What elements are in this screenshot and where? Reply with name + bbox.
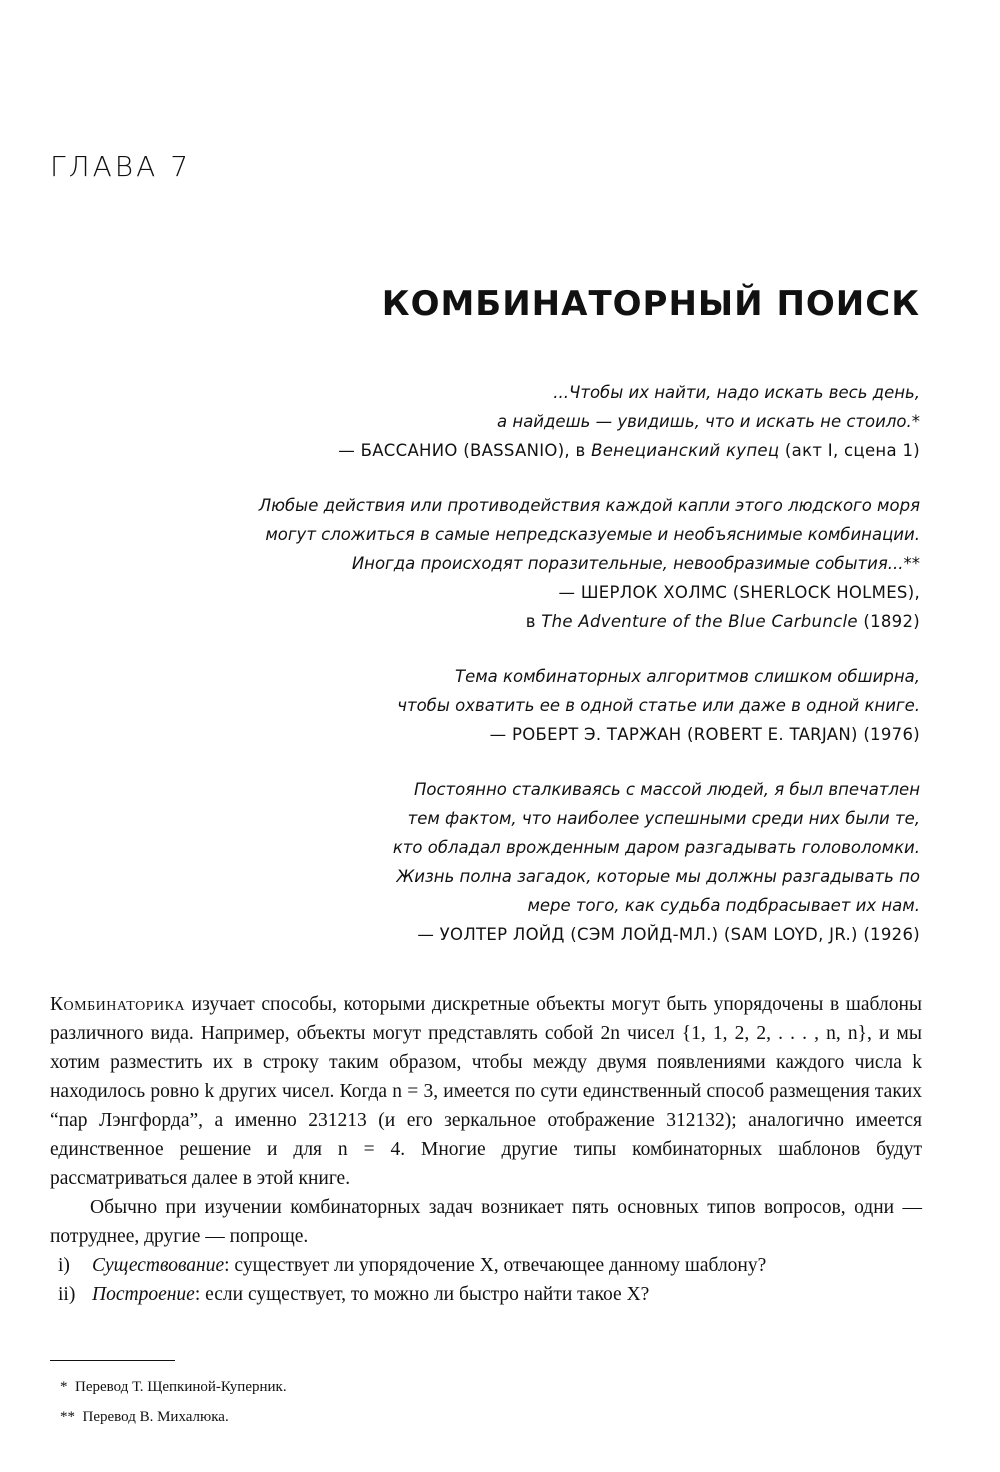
epigraph-line: тем фактом, что наиболее успешными среди них были те, — [407, 809, 920, 828]
epigraph-line: Постоянно сталкиваясь с массой людей, я был впечатлен — [413, 780, 920, 799]
footnote: * Перевод Т. Щепкиной-Куперник. — [60, 1379, 287, 1395]
epigraph-line: Жизнь полна загадок, которые мы должны разгадывать по — [396, 867, 920, 886]
epigraph-tarjan — [100, 662, 920, 749]
epigraph-loyd — [100, 775, 920, 949]
footnote: ** Перевод В. Михалюка. — [60, 1409, 229, 1425]
epigraph-line: Любые действия или противодействия каждой капли этого людского моря — [258, 496, 920, 515]
epigraph-line: мере того, как судьба подбрасывает их нам. — [527, 896, 920, 915]
body-text — [50, 990, 922, 1309]
chapter-title: КОМБИНАТОРНЫЙ ПОИСК — [381, 284, 920, 324]
epigraph-attribution: — РОБЕРТ Э. ТАРЖАН (ROBERT E. TARJAN) (1976) — [489, 725, 920, 744]
epigraph-bassanio — [100, 378, 920, 465]
epigraph-attribution: — ШЕРЛОК ХОЛМС (SHERLOCK HOLMES), — [558, 583, 920, 602]
epigraph-holmes — [100, 491, 920, 636]
epigraph-attribution: — БАССАНИО (BASSANIO), в Венецианский купец (акт I, сцена 1) — [338, 441, 920, 460]
epigraph-line: а найдешь — увидишь, что и искать не стоило.* — [497, 412, 920, 431]
epigraph-attribution-source: в The Adventure of the Blue Carbuncle (1892) — [525, 612, 920, 631]
epigraph-line: чтобы охватить ее в одной статье или даже в одной книге. — [397, 696, 920, 715]
chapter-label: ГЛАВА 7 — [50, 150, 192, 183]
epigraph-attribution: — УОЛТЕР ЛОЙД (СЭМ ЛОЙД-МЛ.) (SAM LOYD, JR.) (1926) — [417, 925, 920, 944]
epigraph-line: ...Чтобы их найти, надо искать весь день, — [553, 383, 920, 402]
paragraph-questions: Обычно при изучении комбинаторных задач возникает пять основных типов вопросов, одни — потруднее, другие — попроще. — [50, 1197, 922, 1247]
list-item-construction: ii) Построение: если существует, то можно ли быстро найти такое X? — [58, 1284, 650, 1305]
epigraph-line: могут сложиться в самые непредсказуемые и необъяснимые комбинации. — [265, 525, 920, 544]
epigraph-line: кто обладал врожденным даром разгадывать головоломки. — [392, 838, 920, 857]
epigraph-line: Иногда происходят поразительные, невообразимые события...** — [351, 554, 920, 573]
list-item-existence: i) Существование: существует ли упорядочение X, отвечающее данному шаблону? — [58, 1255, 767, 1276]
paragraph-intro: Комбинаторика изучает способы, которыми дискретные объекты могут быть упорядочены в шаблоны различного вида. Например, объекты могут представлять собой 2n чисел {1, 1, 2, 2, . . . , n, n}, и мы хотим разместить их в строку таким образом, чтобы между двумя появлениями каждого числа k находилось ровно k других чисел. Когда n = 3, имеется по сути единственный способ размещения таких “пар Лэнгфорда”, а именно 231213 (и его зеркальное отображение 312132); аналогично имеется единственное решение и для n = 4. Многие другие типы комбинаторных шаблонов будут рассматриваться далее в этой книге. — [50, 994, 922, 1189]
epigraph-line: Тема комбинаторных алгоритмов слишком обширна, — [455, 667, 920, 686]
footnote-rule — [50, 1360, 175, 1361]
footnotes — [60, 1372, 287, 1432]
epigraphs — [100, 378, 920, 975]
